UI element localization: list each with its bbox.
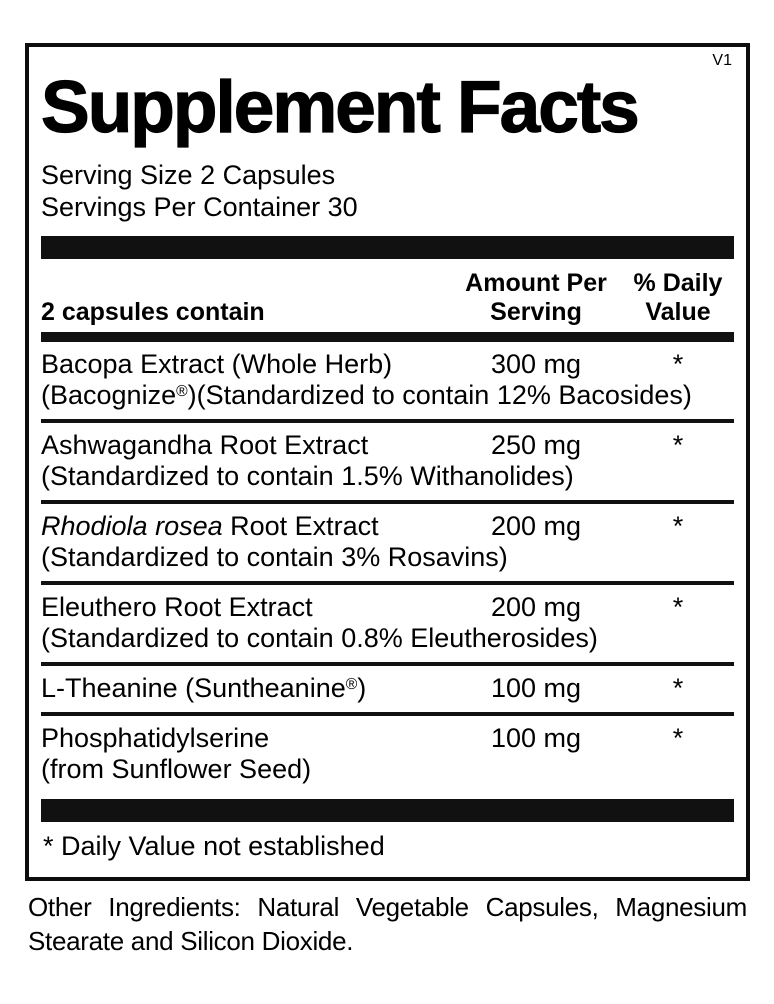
ingredient-detail: (Bacognize®)(Standardized to contain 12% Bacosides) xyxy=(41,380,692,410)
table-header xyxy=(41,259,734,332)
ingredient-rows xyxy=(41,342,734,793)
other-ingredients xyxy=(28,890,747,958)
ingredient-name: Ashwagandha Root Extract xyxy=(41,430,369,460)
serving-size: Serving Size 2 Capsules xyxy=(41,160,336,190)
header-dv-line-2: Value xyxy=(645,298,711,326)
ingredient-amount: 250 mg xyxy=(490,430,582,460)
ingredient-amount: 300 mg xyxy=(490,349,582,379)
ingredient-daily-value: * xyxy=(672,723,684,753)
ingredient-amount: 200 mg xyxy=(490,511,582,541)
ingredient-name: L-Theanine (Suntheanine®) xyxy=(41,673,367,703)
version-tag: V1 xyxy=(712,52,732,69)
other-ingredients-line: Other Ingredients: Natural Vegetable Capsules, Magnesium xyxy=(28,892,747,922)
header-percent-daily-value xyxy=(622,269,734,327)
ingredient-row xyxy=(41,666,734,716)
header-amount-per-serving xyxy=(450,269,622,327)
ingredient-detail: (Standardized to contain 3% Rosavins) xyxy=(41,542,508,572)
ingredient-row xyxy=(41,585,734,666)
ingredient-daily-value: * xyxy=(672,592,684,622)
header-dv-line-1: % Daily xyxy=(633,269,723,297)
medium-separator xyxy=(41,332,734,342)
ingredient-daily-value: * xyxy=(672,511,684,541)
ingredient-row xyxy=(41,423,734,504)
ingredient-name: Rhodiola rosea Root Extract xyxy=(41,511,379,541)
header-amount-line-1: Amount Per xyxy=(465,269,607,297)
ingredient-amount: 100 mg xyxy=(490,723,582,753)
ingredient-detail: (from Sunflower Seed) xyxy=(41,754,312,784)
ingredient-daily-value: * xyxy=(672,349,684,379)
supplement-facts-panel xyxy=(25,43,750,881)
ingredient-detail: (Standardized to contain 0.8% Eleutherosides) xyxy=(41,623,598,653)
supplement-facts-title: Supplement Facts xyxy=(41,67,638,148)
header-capsules-contain: 2 capsules contain xyxy=(41,298,265,326)
thick-separator-top xyxy=(41,236,734,259)
ingredient-row xyxy=(41,716,734,793)
thick-separator-bottom xyxy=(41,799,734,822)
ingredient-name: Eleuthero Root Extract xyxy=(41,592,313,622)
ingredient-row xyxy=(41,504,734,585)
ingredient-amount: 100 mg xyxy=(490,673,582,703)
servings-per-container: Servings Per Container 30 xyxy=(41,192,358,222)
ingredient-row xyxy=(41,342,734,423)
ingredient-daily-value: * xyxy=(672,430,684,460)
ingredient-daily-value: * xyxy=(672,673,684,703)
ingredient-name: Bacopa Extract (Whole Herb) xyxy=(41,349,393,379)
other-ingredients-line: Stearate and Silicon Dioxide. xyxy=(28,926,354,956)
ingredient-amount: 200 mg xyxy=(490,592,582,622)
daily-value-footnote: * Daily Value not established xyxy=(43,831,385,861)
ingredient-name: Phosphatidylserine xyxy=(41,723,270,753)
header-amount-line-2: Serving xyxy=(490,298,582,326)
ingredient-detail: (Standardized to contain 1.5% Withanolides) xyxy=(41,461,574,491)
